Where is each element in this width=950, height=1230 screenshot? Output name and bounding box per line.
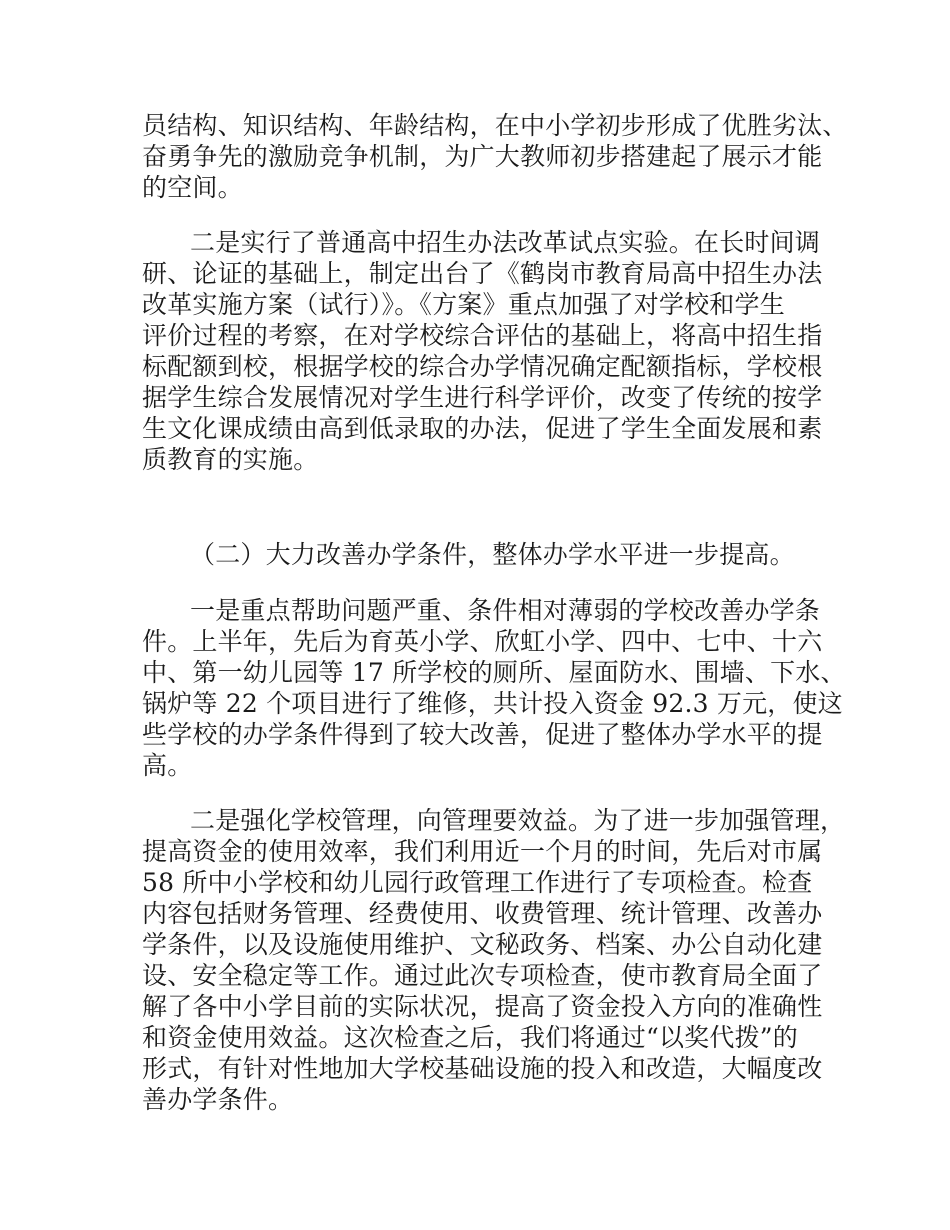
paragraph-3-line-5: 些学校的办学条件得到了较大改善，促进了整体办学水平的提 — [142, 720, 823, 749]
section-heading: （二）大力改善办学条件，整体办学水平进一步提高。 — [190, 540, 795, 569]
paragraph-4-line-8: 和资金使用效益。这次检查之后，我们将通过“以奖代拨”的 — [142, 1023, 798, 1052]
paragraph-4-line-7: 解了各中小学目前的实际状况，提高了资金投入方向的准确性 — [142, 992, 823, 1021]
paragraph-1-line-2: 奋勇争先的激励竞争机制，为广大教师初步搭建起了展示才能 — [142, 142, 823, 171]
paragraph-2-line-5: 标配额到校，根据学校的综合办学情况确定配额指标，学校根 — [142, 352, 823, 381]
paragraph-4-line-9: 形式，有针对性地加大学校基础设施的投入和改造，大幅度改 — [142, 1054, 823, 1083]
paragraph-4-line-6: 设、安全稳定等工作。通过此次专项检查，使市教育局全面了 — [142, 961, 823, 990]
paragraph-3-line-2: 件。上半年，先后为育英小学、欣虹小学、四中、七中、十六 — [142, 627, 823, 656]
paragraph-4-line-3: 58 所中小学校和幼儿园行政管理工作进行了专项检查。检查 — [142, 868, 813, 897]
paragraph-3-line-4: 锅炉等 22 个项目进行了维修，共计投入资金 92.3 万元，使这 — [142, 689, 843, 718]
paragraph-1-line-3: 的空间。 — [142, 173, 243, 202]
paragraph-4-line-10: 善办学条件。 — [142, 1085, 294, 1114]
paragraph-2-line-1: 二是实行了普通高中招生办法改革试点实验。在长时间调 — [190, 228, 821, 257]
paragraph-4-line-2: 提高资金的使用效率，我们利用近一个月的时间，先后对市属 — [142, 837, 823, 866]
paragraph-4-line-1: 二是强化学校管理，向管理要效益。为了进一步加强管理， — [190, 806, 846, 835]
paragraph-2-line-7: 生文化课成绩由高到低录取的办法，促进了学生全面发展和素 — [142, 414, 823, 443]
paragraph-3-line-3: 中、第一幼儿园等 17 所学校的厕所、屋面防水、围墙、下水、 — [142, 658, 846, 687]
paragraph-2-line-3: 改革实施方案（试行）》。《方案》重点加强了对学校和学生 — [142, 290, 785, 319]
paragraph-2-line-4: 评价过程的考察，在对学校综合评估的基础上，将高中招生指 — [142, 321, 823, 350]
paragraph-2-line-8: 质教育的实施。 — [142, 445, 319, 474]
paragraph-4-line-4: 内容包括财务管理、经费使用、收费管理、统计管理、改善办 — [142, 899, 823, 928]
paragraph-3-line-6: 高。 — [142, 751, 193, 780]
paragraph-1-line-1: 员结构、知识结构、年龄结构，在中小学初步形成了优胜劣汰、 — [142, 111, 848, 140]
paragraph-2-line-6: 据学生综合发展情况对学生进行科学评价，改变了传统的按学 — [142, 383, 823, 412]
paragraph-4-line-5: 学条件，以及设施使用维护、文秘政务、档案、办公自动化建 — [142, 930, 823, 959]
paragraph-2-line-2: 研、论证的基础上，制定出台了《鹤岗市教育局高中招生办法 — [142, 259, 823, 288]
paragraph-3-line-1: 一是重点帮助问题严重、条件相对薄弱的学校改善办学条 — [190, 596, 821, 625]
